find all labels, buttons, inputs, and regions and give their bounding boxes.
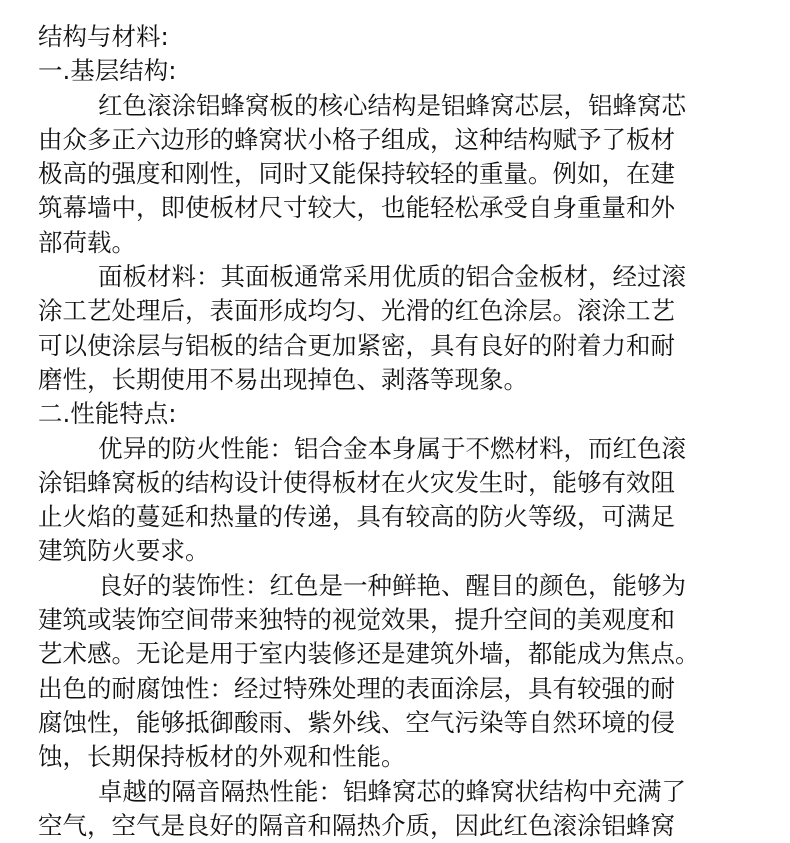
paragraph-line: 由众多正六边形的蜂窝状小格子组成，这种结构赋予了板材 <box>38 124 675 154</box>
paragraph-line: 蚀，长期保持板材的外观和性能。 <box>38 742 406 772</box>
paragraph-line: 出色的耐腐蚀性：经过特殊处理的表面涂层，具有较强的耐 <box>38 673 675 703</box>
section-title-structure-materials: 结构与材料: <box>38 22 169 51</box>
paragraph-line: 建筑或装饰空间带来独特的视觉效果，提升空间的美观度和 <box>38 605 675 635</box>
paragraph-line: 磨性，长期使用不易出现掉色、剥落等现象。 <box>38 364 528 394</box>
paragraph-line: 涂工艺处理后，表面形成均匀、光滑的红色涂层。滚涂工艺 <box>38 296 675 326</box>
section-heading-performance: 二.性能特点: <box>38 399 177 429</box>
paragraph-line: 部荷载。 <box>38 227 136 257</box>
document-body <box>38 20 778 843</box>
paragraph-line: 优异的防火性能：铝合金本身属于不燃材料，而红色滚 <box>98 433 686 463</box>
paragraph-line: 空气，空气是良好的隔音和隔热介质，因此红色滚涂铝蜂窝 <box>38 810 675 840</box>
paragraph-line: 可以使涂层与铝板的结合更加紧密，具有良好的附着力和耐 <box>38 330 675 360</box>
paragraph-line: 建筑防火要求。 <box>38 536 210 566</box>
paragraph-line: 止火焰的蔓延和热量的传递，具有较高的防火等级，可满足 <box>38 502 675 532</box>
section-heading-base-structure: 一.基层结构: <box>38 56 177 86</box>
paragraph-line: 涂铝蜂窝板的结构设计使得板材在火灾发生时，能够有效阻 <box>38 467 675 497</box>
paragraph-line: 良好的装饰性：红色是一种鲜艳、醒目的颜色，能够为 <box>98 570 686 600</box>
paragraph-line: 卓越的隔音隔热性能：铝蜂窝芯的蜂窝状结构中充满了 <box>98 776 686 806</box>
paragraph-line: 面板材料：其面板通常采用优质的铝合金板材，经过滚 <box>98 262 686 292</box>
paragraph-line: 艺术感。无论是用于室内装修还是建筑外墙，都能成为焦点。 <box>38 639 700 669</box>
paragraph-line: 极高的强度和刚性，同时又能保持较轻的重量。例如，在建 <box>38 159 675 189</box>
paragraph-line: 腐蚀性，能够抵御酸雨、紫外线、空气污染等自然环境的侵 <box>38 707 675 737</box>
paragraph-line: 红色滚涂铝蜂窝板的核心结构是铝蜂窝芯层，铝蜂窝芯 <box>98 90 686 120</box>
paragraph-line: 筑幕墙中，即使板材尺寸较大，也能轻松承受自身重量和外 <box>38 193 675 223</box>
